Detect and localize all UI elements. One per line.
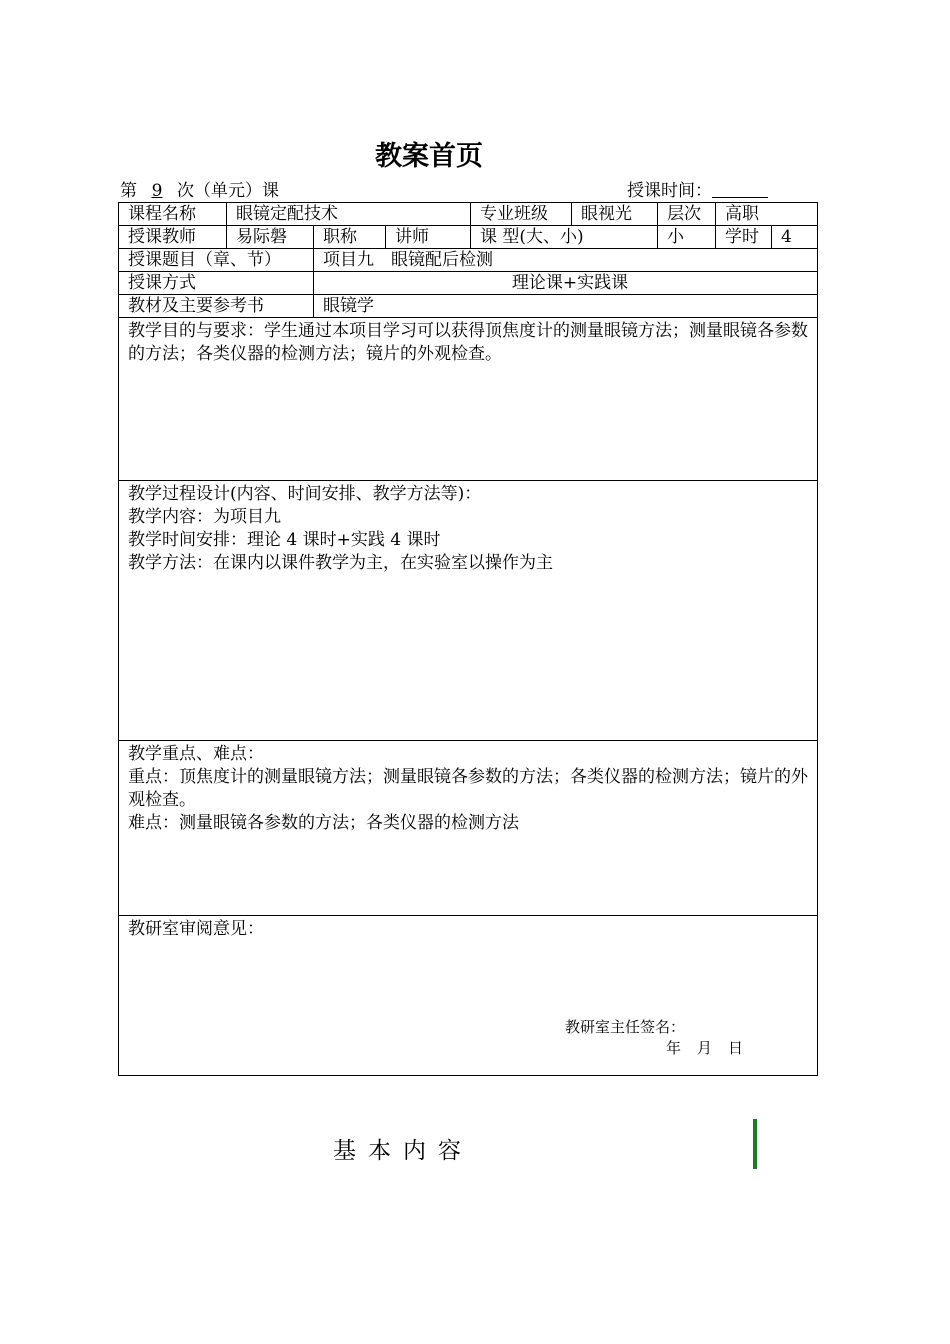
lesson-time-line	[627, 176, 768, 201]
date-year: 年	[666, 1039, 682, 1057]
signature-date	[666, 1037, 759, 1060]
textbook-label: 教材及主要参考书	[119, 295, 314, 318]
lesson-number: 9	[151, 181, 163, 201]
process-heading: 教学过程设计(内容、时间安排、教学方法等)：	[128, 484, 482, 504]
hours-label: 学时	[716, 226, 772, 249]
date-day: 日	[728, 1039, 744, 1057]
signature-label: 教研室主任签名：	[565, 1018, 686, 1036]
process-time: 教学时间安排：理论 4 课时+实践 4 课时	[128, 530, 441, 550]
table-row-method	[119, 272, 818, 295]
title-label: 职称	[314, 226, 386, 249]
accent-bar	[753, 1119, 757, 1169]
level-value: 高职	[716, 203, 818, 226]
level-label: 层次	[658, 203, 716, 226]
table-row-review	[119, 916, 818, 1076]
lesson-type-value: 小	[658, 226, 716, 249]
table-row-teacher	[119, 226, 818, 249]
lesson-time-blank	[712, 181, 768, 198]
teacher-value: 易际磐	[227, 226, 314, 249]
lesson-suffix: 次（单元）课	[177, 181, 279, 201]
lesson-prefix: 第	[120, 181, 137, 201]
topic-label: 授课题目（章、节）	[119, 249, 314, 272]
teaching-mode-label: 授课方式	[119, 272, 314, 295]
table-row-process	[119, 481, 818, 741]
process-method: 教学方法：在课内以课件教学为主，在实验室以操作为主	[128, 553, 553, 573]
textbook-value: 眼镜学	[314, 295, 818, 318]
course-value: 眼镜定配技术	[227, 203, 471, 226]
basic-content-title: 基本内容	[333, 1138, 473, 1164]
process-cell	[119, 481, 818, 741]
review-heading: 教研室审阅意见：	[128, 919, 264, 939]
review-cell	[119, 916, 818, 1076]
title-value: 讲师	[386, 226, 471, 249]
lesson-type-label: 课 型(大、小)	[471, 226, 658, 249]
hours-value: 4	[772, 226, 818, 249]
teacher-label: 授课教师	[119, 226, 227, 249]
table-row-topic	[119, 249, 818, 272]
major-label: 专业班级	[471, 203, 572, 226]
major-value: 眼视光	[572, 203, 658, 226]
lesson-number-line	[120, 176, 279, 201]
page-title: 教案首页	[375, 141, 483, 172]
keypoints-cell	[119, 741, 818, 916]
keypoints-heading: 教学重点、难点：	[128, 744, 264, 764]
date-month: 月	[697, 1039, 713, 1057]
table-row-course	[119, 203, 818, 226]
difficult-points-text: 难点：测量眼镜各参数的方法；各类仪器的检测方法	[128, 813, 519, 833]
review-area	[128, 918, 809, 1075]
objectives-cell	[119, 318, 818, 481]
course-label: 课程名称	[119, 203, 227, 226]
topic-value: 项目九 眼镜配后检测	[314, 249, 818, 272]
table-row-textbook	[119, 295, 818, 318]
objectives-text: 教学目的与要求：学生通过本项目学习可以获得顶焦度计的测量眼镜方法；测量眼镜各参数的方法；各类仪器的检测方法；镜片的外观检查。	[128, 321, 808, 364]
lesson-time-label: 授课时间：	[627, 181, 712, 201]
process-content: 教学内容：为项目九	[128, 507, 281, 527]
teaching-mode-value: 理论课+实践课	[314, 272, 818, 295]
table-row-objectives	[119, 318, 818, 481]
lesson-plan-table	[118, 202, 818, 1076]
table-row-keypoints	[119, 741, 818, 916]
key-points-text: 重点：顶焦度计的测量眼镜方法；测量眼镜各参数的方法；各类仪器的检测方法；镜片的外观检查。	[128, 767, 808, 810]
